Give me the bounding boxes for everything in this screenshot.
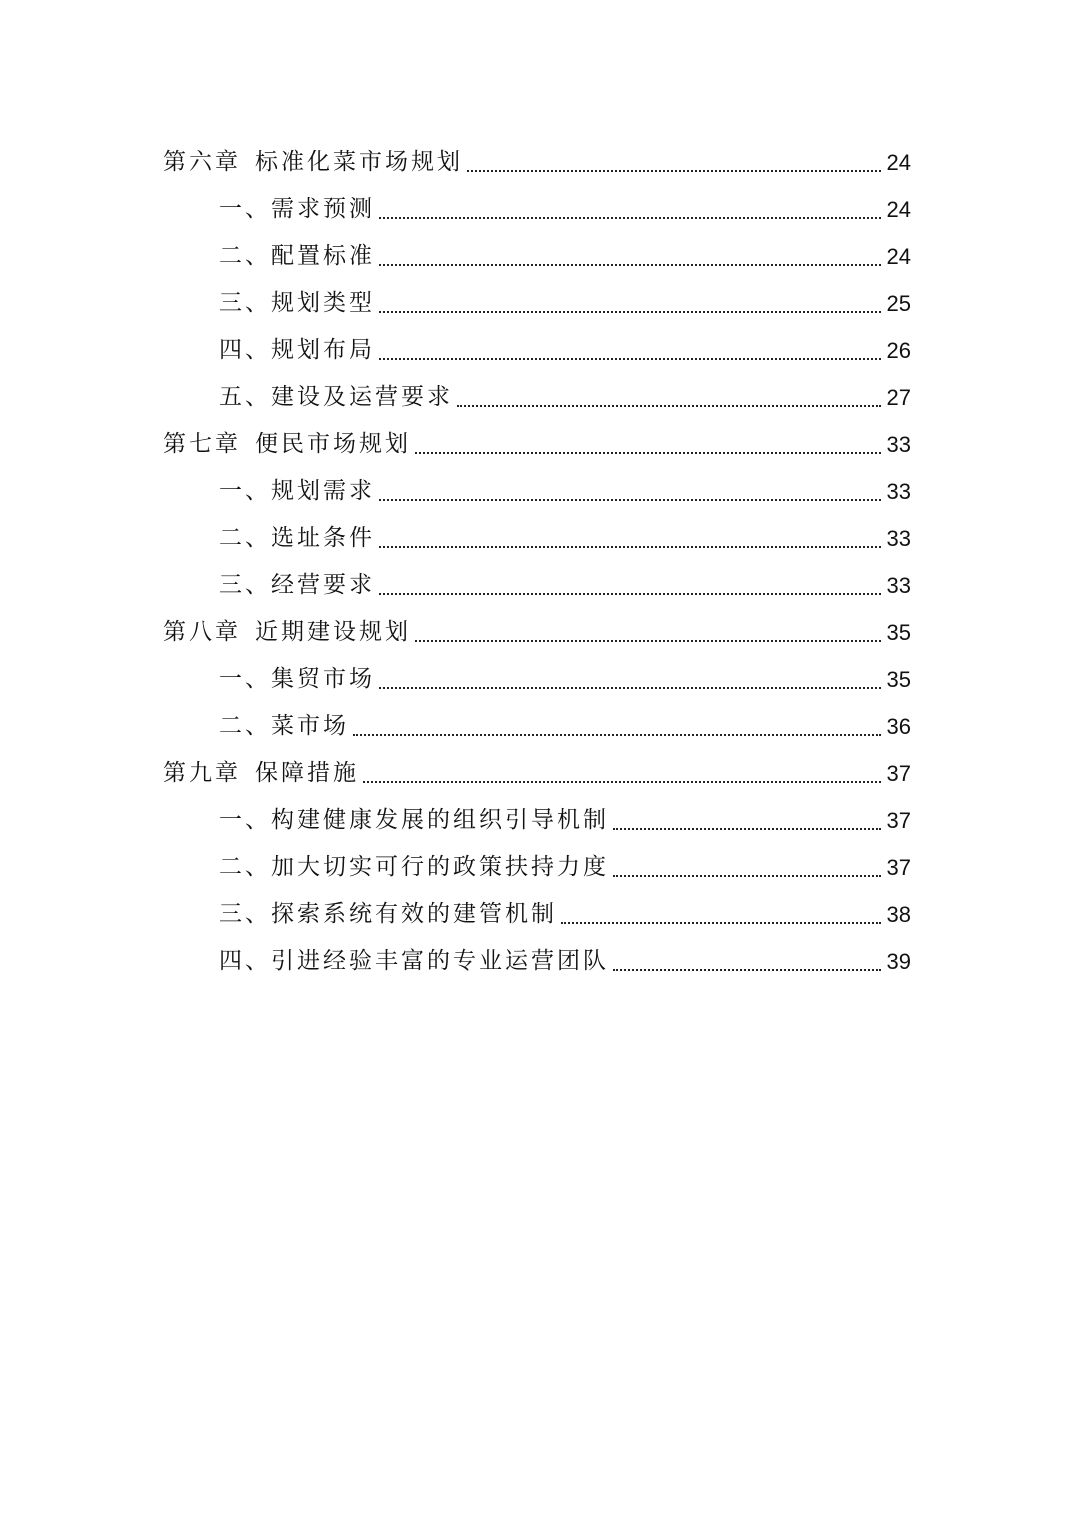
toc-page-number: 36: [886, 714, 911, 739]
toc-entry-title: [163, 421, 411, 468]
toc-section-8-2[interactable]: [163, 703, 911, 750]
toc-entry-title: 一、规划需求: [219, 478, 375, 504]
toc-section-6-1[interactable]: [163, 186, 911, 233]
toc-dot-leader: [379, 280, 881, 327]
toc-dot-leader: [467, 139, 881, 186]
toc-section-9-3[interactable]: [163, 891, 911, 938]
toc-section-9-1[interactable]: [163, 797, 911, 844]
toc-dot-leader: [415, 609, 881, 656]
toc-dot-leader: [379, 515, 881, 562]
toc-dot-leader: [379, 327, 881, 374]
toc-entry-title: 四、引进经验丰富的专业运营团队: [219, 948, 609, 974]
toc-entry-title: [163, 139, 463, 186]
toc-page-number: 33: [886, 479, 911, 504]
toc-dot-leader: [379, 186, 881, 233]
toc-entry-title: 二、选址条件: [219, 525, 375, 551]
toc-chapter-number: 第八章: [163, 619, 241, 645]
toc-page-number: 25: [886, 291, 911, 316]
toc-page-number: 38: [886, 902, 911, 927]
toc-chapter-number: 第九章: [163, 760, 241, 786]
toc-dot-leader: [457, 374, 881, 421]
toc-section-6-4[interactable]: [163, 327, 911, 374]
toc-entry-title: 四、规划布局: [219, 337, 375, 363]
toc-page-number: 35: [886, 667, 911, 692]
toc-entry-title: 五、建设及运营要求: [219, 384, 453, 410]
toc-page-number: 33: [886, 573, 911, 598]
toc-entry-title: 二、加大切实可行的政策扶持力度: [219, 854, 609, 880]
toc-page-number: 33: [886, 432, 911, 457]
toc-chapter-number: 第六章: [163, 149, 241, 175]
toc-page-number: 26: [886, 338, 911, 363]
toc-section-8-1[interactable]: [163, 656, 911, 703]
toc-entry-title: 一、需求预测: [219, 196, 375, 222]
toc-chapter-title: 保障措施: [255, 760, 359, 786]
toc-page-number: 37: [886, 761, 911, 786]
toc-section-9-4[interactable]: [163, 938, 911, 985]
table-of-contents: [163, 139, 911, 985]
toc-chapter-9[interactable]: [163, 750, 911, 797]
toc-entry-title: 三、规划类型: [219, 290, 375, 316]
toc-section-9-2[interactable]: [163, 844, 911, 891]
toc-chapter-title: 近期建设规划: [255, 619, 411, 645]
toc-dot-leader: [379, 562, 881, 609]
toc-dot-leader: [363, 750, 881, 797]
toc-entry-title: [163, 750, 359, 797]
toc-chapter-number: 第七章: [163, 431, 241, 457]
toc-dot-leader: [379, 468, 881, 515]
toc-dot-leader: [561, 891, 881, 938]
toc-page-number: 37: [886, 808, 911, 833]
toc-dot-leader: [613, 938, 881, 985]
toc-section-7-3[interactable]: [163, 562, 911, 609]
toc-section-7-2[interactable]: [163, 515, 911, 562]
toc-chapter-title: 便民市场规划: [255, 431, 411, 457]
toc-chapter-title: 标准化菜市场规划: [255, 149, 463, 175]
toc-section-6-3[interactable]: [163, 280, 911, 327]
toc-dot-leader: [613, 797, 881, 844]
toc-page-number: 24: [886, 244, 911, 269]
toc-section-7-1[interactable]: [163, 468, 911, 515]
toc-dot-leader: [353, 703, 881, 750]
toc-section-6-2[interactable]: [163, 233, 911, 280]
toc-page-number: 35: [886, 620, 911, 645]
toc-entry-title: [163, 609, 411, 656]
toc-page-number: 37: [886, 855, 911, 880]
toc-entry-title: 一、构建健康发展的组织引导机制: [219, 807, 609, 833]
toc-dot-leader: [379, 656, 881, 703]
toc-chapter-7[interactable]: [163, 421, 911, 468]
toc-page-number: 27: [886, 385, 911, 410]
toc-entry-title: 一、集贸市场: [219, 666, 375, 692]
toc-entry-title: 二、菜市场: [219, 713, 349, 739]
toc-page-number: 39: [886, 949, 911, 974]
toc-section-6-5[interactable]: [163, 374, 911, 421]
toc-page-number: 33: [886, 526, 911, 551]
toc-entry-title: 二、配置标准: [219, 243, 375, 269]
toc-entry-title: 三、探索系统有效的建管机制: [219, 901, 557, 927]
toc-chapter-6[interactable]: [163, 139, 911, 186]
toc-chapter-8[interactable]: [163, 609, 911, 656]
toc-entry-title: 三、经营要求: [219, 572, 375, 598]
toc-dot-leader: [379, 233, 881, 280]
toc-dot-leader: [613, 844, 881, 891]
toc-page-number: 24: [886, 150, 911, 175]
toc-dot-leader: [415, 421, 881, 468]
toc-page-number: 24: [886, 197, 911, 222]
